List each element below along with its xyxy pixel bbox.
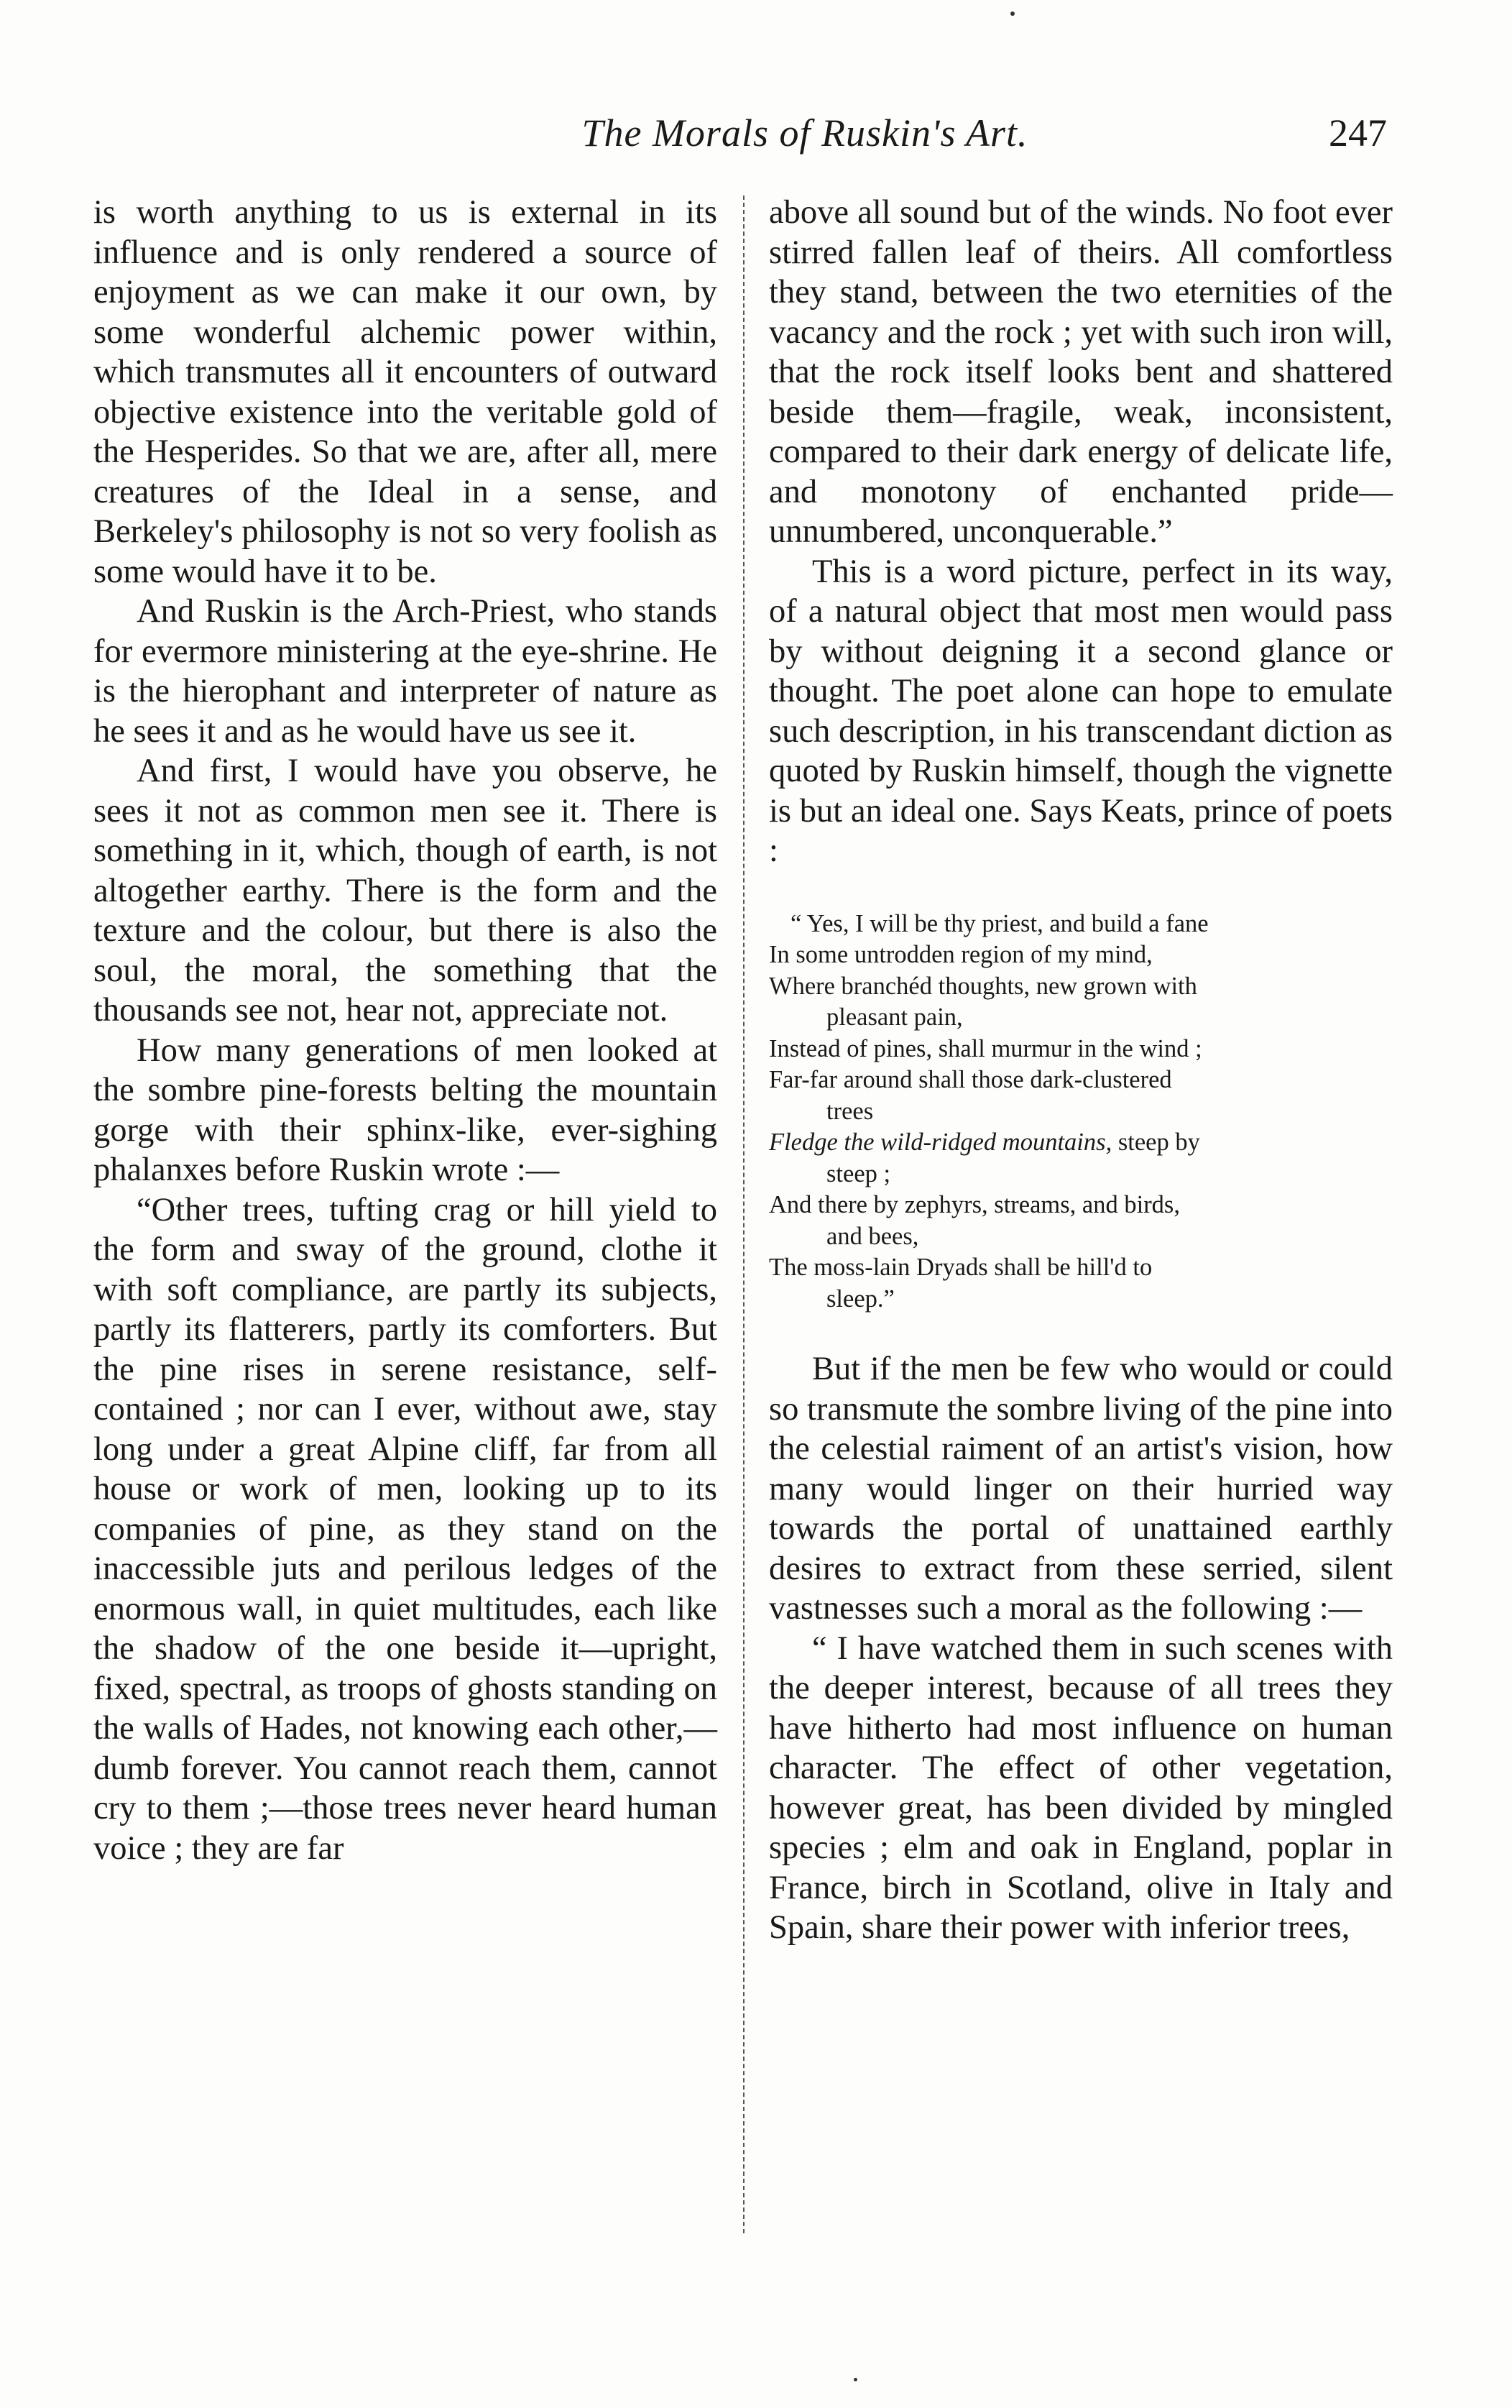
verse-line: In some untrodden region of my mind, xyxy=(769,941,1153,968)
paragraph: How many generations of men looked at the sombre pine-forests belting the mountain gorge with their sphinx-like, ever-sighing phalanxes before Ruskin wrote :— xyxy=(93,1031,717,1188)
verse-line-continuation: steep ; xyxy=(826,1159,891,1187)
page-header xyxy=(93,108,1416,165)
verse-line-rest: steep by xyxy=(1112,1129,1200,1156)
quotation-paragraph: “ I have watched them in such scenes with the deeper interest, because of all trees they have hitherto had most influence on human character. The effect of other vegetation, however great, has been divided by mingled species ; elm and oak in England, poplar in France, birch in Scotland, olive in Italy and Spain, share their power with inferior trees, xyxy=(769,1630,1393,1946)
paragraph: This is a word picture, perfect in its way, of a natural object that most men would pass by without deigning it a second glance or thought. The poet alone can hope to emulate such description, in his transcendant diction as quoted by Ruskin himself, though the vignette is but an ideal one. Says Keats, prince of poets : xyxy=(769,553,1393,869)
paragraph: And Ruskin is the Arch-Priest, who stands for evermore ministering at the eye-shrine. He is the hierophant and interpreter of nature as he sees it and as he would have us see it. xyxy=(93,593,717,750)
verse-line: “ Yes, I will be thy priest, and build a fane xyxy=(790,909,1209,937)
paragraph: But if the men be few who would or could so transmute the sombre living of the pine into the celestial raiment of an artist's vision, how many would linger on their hurried way towards the portal of unattained earthly desires to extract from these serried, silent vastnesses such a moral as the following :— xyxy=(769,1351,1393,1627)
right-column xyxy=(769,193,1393,1948)
verse-line: And there by zephyrs, streams, and birds, xyxy=(769,1191,1180,1218)
verse-line: The moss-lain Dryads shall be hill'd to xyxy=(769,1254,1153,1281)
verse-line-continuation: and bees, xyxy=(826,1222,919,1250)
verse-line xyxy=(769,1127,1393,1159)
verse-line-continuation: trees xyxy=(826,1097,874,1125)
page-number: 247 xyxy=(1329,111,1387,155)
verse-line: Where branchéd thoughts, new grown with xyxy=(769,972,1197,1000)
verse-line: Instead of pines, shall murmur in the wind ; xyxy=(769,1034,1202,1062)
column-divider xyxy=(743,196,745,2233)
print-speck xyxy=(854,2378,857,2381)
verse-line: Far-far around shall those dark-clustered xyxy=(769,1066,1172,1093)
verse-line-continuation: sleep.” xyxy=(826,1285,895,1313)
paragraph: is worth anything to us is external in its influence and is only rendered a source of enjoyment as we can make it our own, by some wonderful alchemic power within, which transmutes all it encounters of outward objective existence into the veritable gold of the Hesperides. So that we are, after all, mere creatures of the Ideal in a sense, and Berkeley's philosophy is not so very foolish as some would have it to be. xyxy=(93,194,717,590)
verse-italic-phrase: Fledge the wild-ridged mountains, xyxy=(769,1129,1112,1156)
paragraph: And first, I would have you observe, he sees it not as common men see it. There is something in it, which, though of earth, is not altogether earthy. There is the form and the texture and the colour, but there is also the soul, the moral, the something that the thousands see not, hear not, appreciate not. xyxy=(93,753,717,1029)
print-speck xyxy=(1010,12,1015,16)
running-title: The Morals of Ruskin's Art. xyxy=(581,111,1028,155)
left-column xyxy=(93,193,717,1868)
verse-line-continuation: pleasant pain, xyxy=(826,1003,963,1031)
quotation-paragraph: “Other trees, tufting crag or hill yield to the form and sway of the ground, clothe it with soft compliance, are partly its subjects, partly its flatterers, partly its comforters. But the pine rises in serene resistance, self-contained ; nor can I ever, without awe, stay long under a great Alpine cliff, far from all house or work of men, looking up to its companies of pine, as they stand on the inaccessible juts and perilous ledges of the enormous wall, in quiet multitudes, each like the shadow of the one beside it—upright, fixed, spectral, as troops of ghosts standing on the walls of Hades, not knowing each other,—dumb forever. You cannot reach them, cannot cry to them ;—those trees never heard human voice ; they are far xyxy=(93,1191,717,1867)
verse-quotation xyxy=(769,909,1393,1315)
quotation-paragraph: above all sound but of the winds. No foot ever stirred fallen leaf of theirs. All comfortless they stand, between the two eternities of the vacancy and the rock ; yet with such iron will, that the rock itself looks bent and shattered beside them—fragile, weak, inconsistent, compared to their dark energy of delicate life, and monotony of enchanted pride—unnumbered, unconquerable.” xyxy=(769,194,1393,550)
